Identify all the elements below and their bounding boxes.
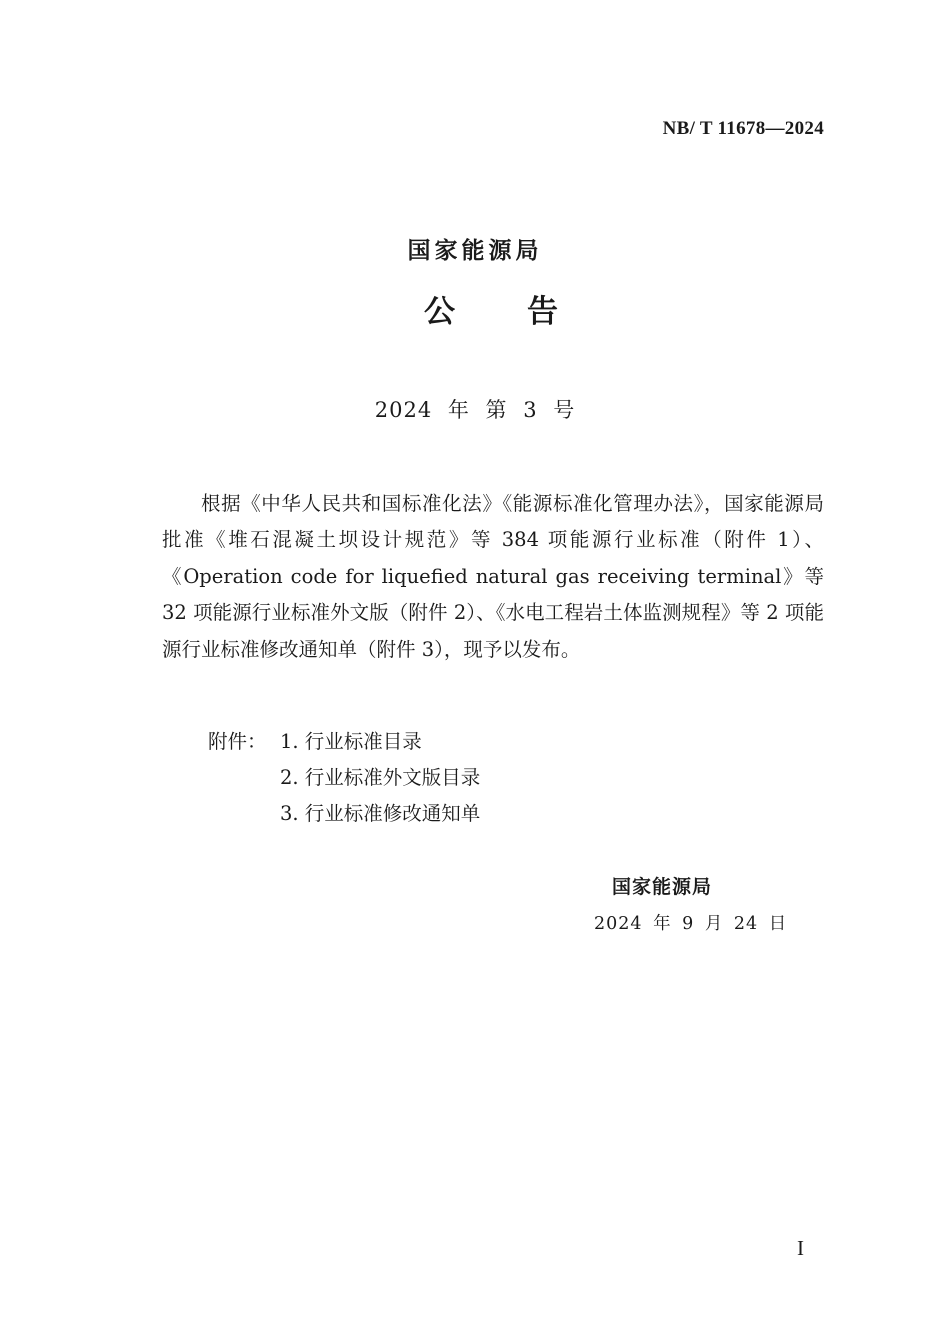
- attachments-label: 附件：: [208, 730, 267, 753]
- standard-code: NB/ T 11678—2024: [662, 118, 824, 139]
- attachment-item-text: 2. 行业标准外文版目录: [280, 766, 481, 789]
- attachments-list: [208, 724, 480, 832]
- issuer-title: 国家能源局: [407, 238, 543, 264]
- attachment-item-text: 1. 行业标准目录: [280, 730, 422, 753]
- attachment-item: [208, 760, 480, 796]
- signature-issuer: 国家能源局: [612, 876, 713, 898]
- notice-title-char-1: 公: [424, 294, 455, 330]
- attachment-item-text: 3. 行业标准修改通知单: [280, 802, 481, 825]
- page-number: I: [797, 1236, 804, 1260]
- attachment-item: [208, 796, 480, 832]
- announcement-body: 根据《中华人民共和国标准化法》《能源标准化管理办法》，国家能源局批准《堆石混凝土坝设计规范》等 384 项能源行业标准（附件 1）、《Operation code for liquefied natural gas receiving terminal》等 32 项能源行业标准外文版（附件 2）、《水电工程岩土体监测规程》等 2 项能源行业标准修改通知单（附件 3），现予以发布。: [162, 491, 824, 661]
- notice-title-char-2: 告: [527, 294, 558, 330]
- attachment-item: [208, 724, 480, 760]
- notice-number: 2024 年 第 3 号: [374, 398, 576, 422]
- notice-title: [424, 286, 558, 331]
- signature-date: 2024 年 9 月 24 日: [594, 914, 788, 934]
